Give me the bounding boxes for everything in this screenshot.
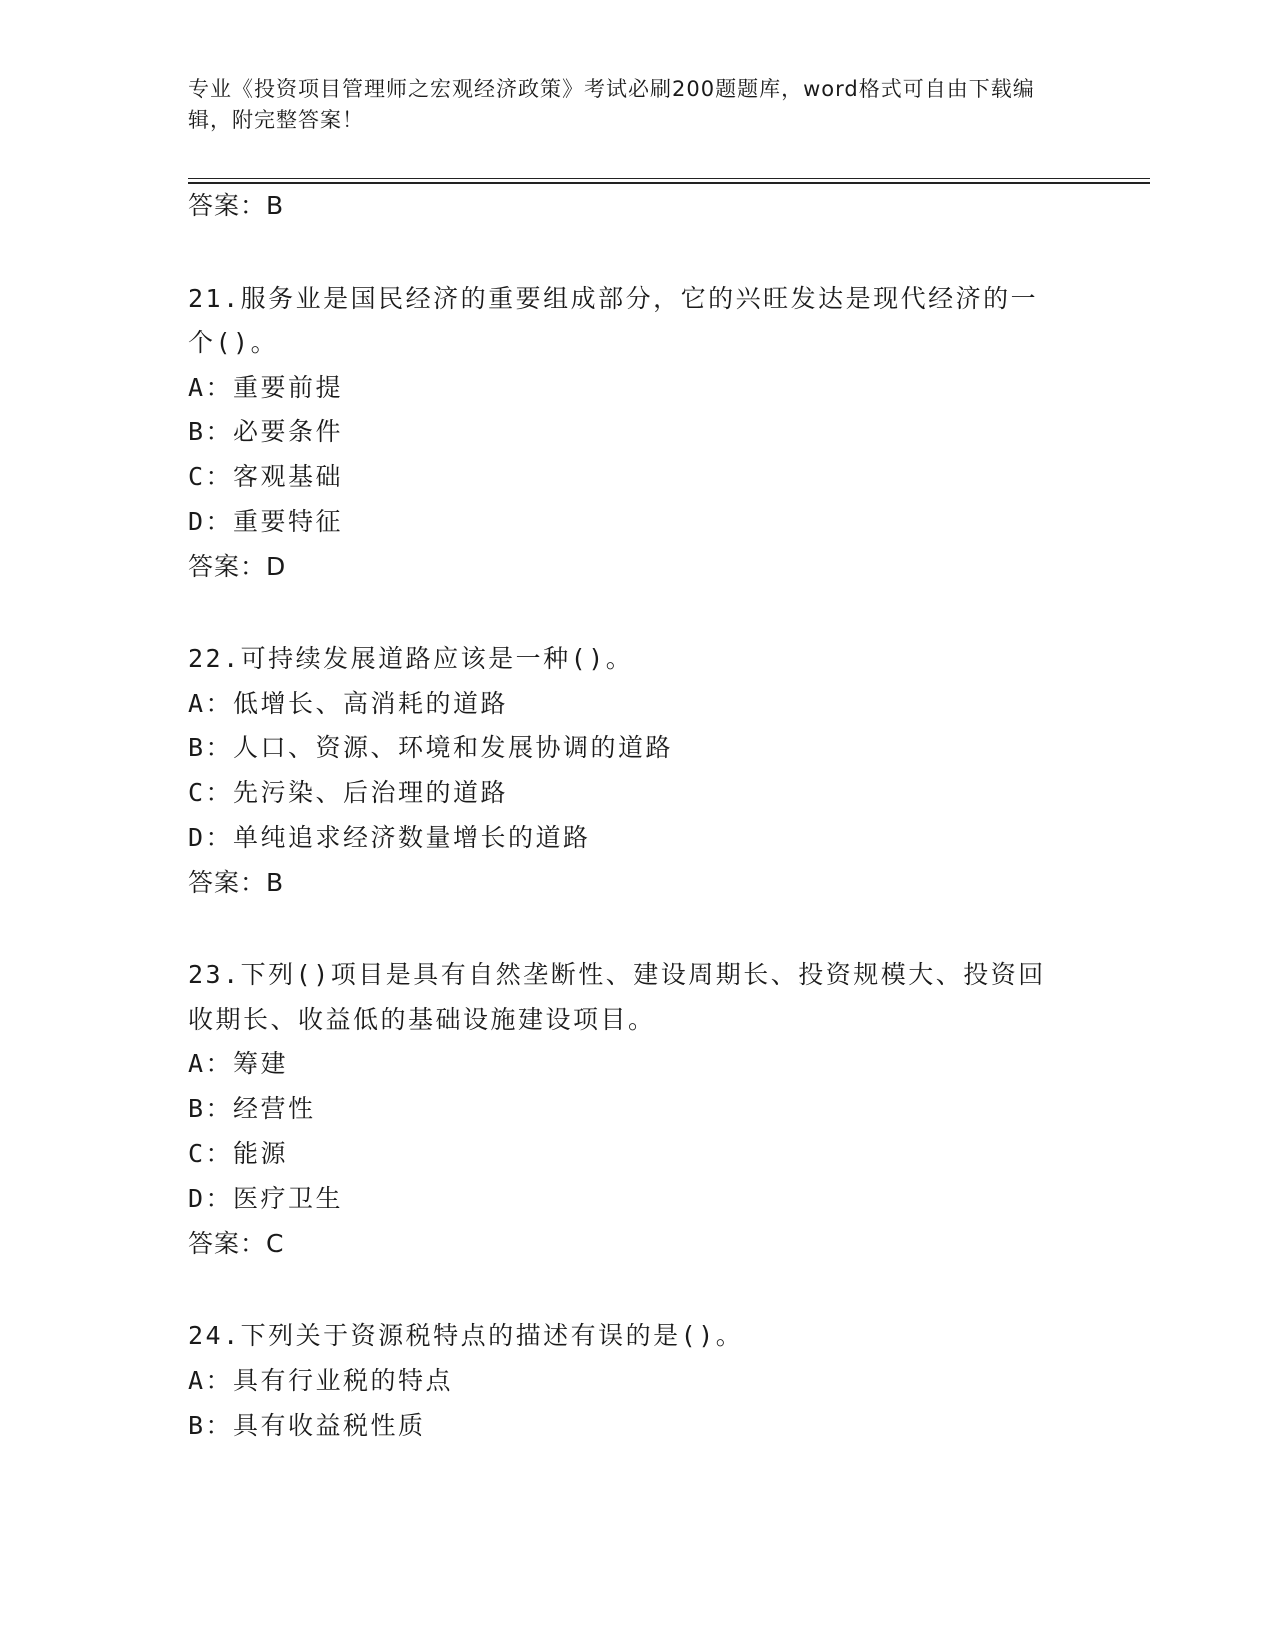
question-22-option-d: D：单纯追求经济数量增长的道路	[188, 823, 591, 852]
question-23-answer: 答案：C	[188, 1229, 285, 1258]
question-22-option-c: C：先污染、后治理的道路	[188, 778, 509, 807]
question-21-stem-line-2: 个()。	[188, 328, 279, 357]
question-24-stem-line-1: 24.下列关于资源税特点的描述有误的是()。	[188, 1321, 744, 1350]
question-24-option-a: A：具有行业税的特点	[188, 1366, 454, 1395]
header-rule-top	[188, 178, 1150, 179]
question-23-option-c: C：能源	[188, 1139, 289, 1168]
question-22-stem-line-1: 22.可持续发展道路应该是一种()。	[188, 644, 634, 673]
question-23-option-b: B：经营性	[188, 1094, 316, 1123]
question-21-stem-line-1: 21.服务业是国民经济的重要组成部分，它的兴旺发达是现代经济的一	[188, 284, 1039, 313]
question-23-option-a: A：筹建	[188, 1049, 289, 1078]
question-23-option-d: D：医疗卫生	[188, 1184, 344, 1213]
question-22-option-a: A：低增长、高消耗的道路	[188, 689, 509, 718]
question-21-option-c: C：客观基础	[188, 462, 344, 491]
question-22-answer: 答案：B	[188, 868, 285, 897]
question-21-option-a: A：重要前提	[188, 373, 344, 402]
page-header: 专业《投资项目管理师之宏观经济政策》考试必刷200题题库，word格式可自由下载编辑，附完整答案！	[188, 77, 1035, 132]
question-21-answer: 答案：D	[188, 552, 287, 581]
question-24-option-b: B：具有收益税性质	[188, 1411, 426, 1440]
question-23-stem-line-2: 收期长、收益低的基础设施建设项目。	[188, 1005, 656, 1034]
question-21-option-b: B：必要条件	[188, 417, 344, 446]
question-22-option-b: B：人口、资源、环境和发展协调的道路	[188, 733, 674, 762]
header-rule-bottom	[188, 182, 1150, 184]
question-23-stem-line-1: 23.下列()项目是具有自然垄断性、建设周期长、投资规模大、投资回	[188, 960, 1046, 989]
answer-prev: 答案：B	[188, 191, 285, 220]
question-21-option-d: D：重要特征	[188, 507, 344, 536]
